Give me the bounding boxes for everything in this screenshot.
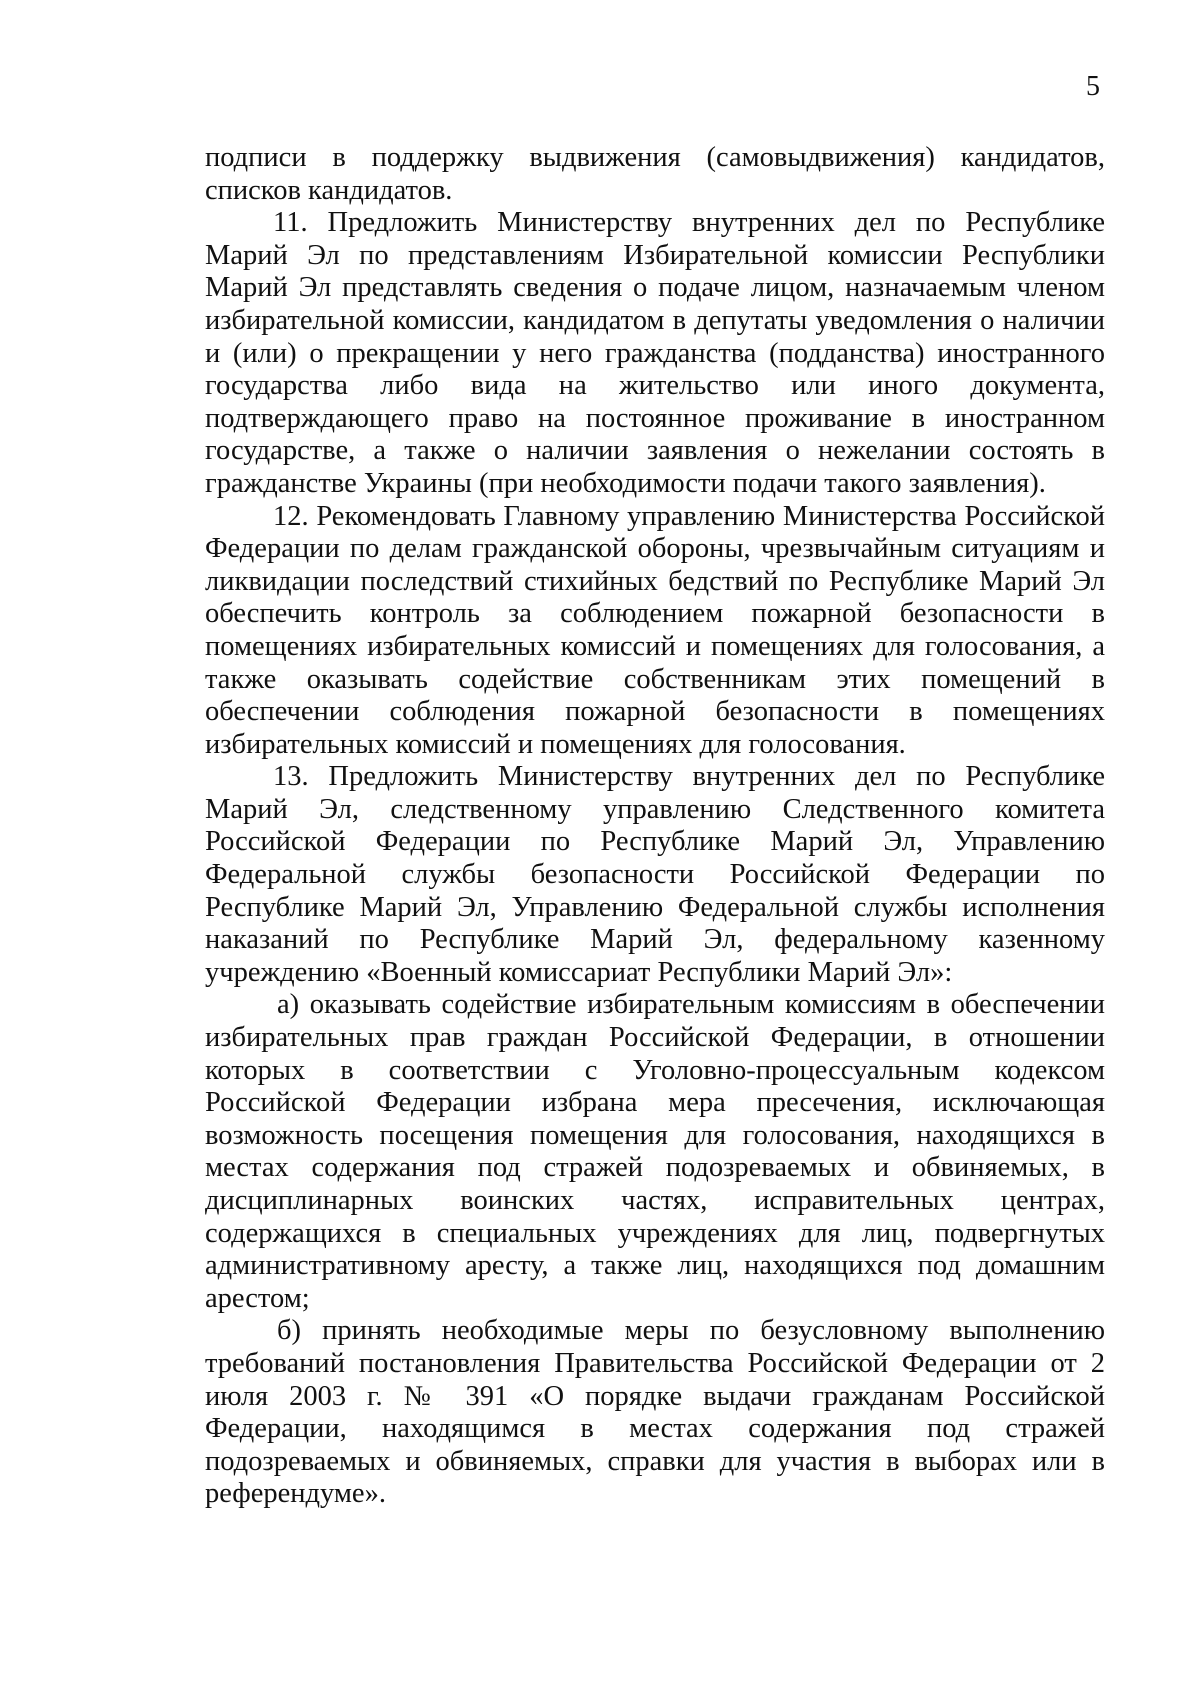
subparagraph-b: б) принять необходимые меры по безусловному выполнению требований постановления Правительства Российской Федерации от 2 июля 2003 г. № 391 «О порядке выдачи гражданам Российской Федерации, находящимся в местах содержания под стражей подозреваемых и обвиняемых, справки для участия в выборах или в референдуме». <box>205 1315 1105 1510</box>
paragraph-item-12: 12. Рекомендовать Главному управлению Министерства Российской Федерации по делам гражданской обороны, чрезвычайным ситуациям и ликвидации последствий стихийных бедствий по Республике Марий Эл обеспечить контроль за соблюдением пожарной безопасности в помещениях избирательных комиссий и помещениях для голосования, а также оказывать содействие собственникам этих помещений в обеспечении соблюдения пожарной безопасности в помещениях избирательных комиссий и помещениях для голосования. <box>205 500 1105 760</box>
paragraph-continuation: подписи в поддержку выдвижения (самовыдвижения) кандидатов, списков кандидатов. <box>205 142 1105 206</box>
page-number: 5 <box>1086 71 1100 102</box>
paragraph-item-11: 11. Предложить Министерству внутренних дел по Республике Марий Эл по представлениям Избирательной комиссии Республики Марий Эл представлять сведения о подаче лицом, назначаемым членом избирательной комиссии, кандидатом в депутаты уведомления о наличии и (или) о прекращении у него гражданства (подданства) иностранного государства либо вида на жительство или иного документа, подтверждающего право на постоянное проживание в иностранном государстве, а также о наличии заявления о нежелании состоять в гражданстве Украины (при необходимости подачи такого заявления). <box>205 207 1105 499</box>
subparagraph-a: а) оказывать содействие избирательным комиссиям в обеспечении избирательных прав граждан Российской Федерации, в отношении которых в соответствии с Уголовно-процессуальным кодексом Российской Федерации избрана мера пресечения, исключающая возможность посещения помещения для голосования, находящихся в местах содержания под стражей подозреваемых и обвиняемых, в дисциплинарных воинских частях, исправительных центрах, содержащихся в специальных учреждениях для лиц, подвергнутых административному аресту, а также лиц, находящихся под домашним арестом; <box>205 989 1105 1314</box>
paragraph-item-13: 13. Предложить Министерству внутренних дел по Республике Марий Эл, следственному управлению Следственного комитета Российской Федерации по Республике Марий Эл, Управлению Федеральной службы безопасности Российской Федерации по Республике Марий Эл, Управлению Федеральной службы исполнения наказаний по Республике Марий Эл, федеральному казенному учреждению «Военный комиссариат Республики Марий Эл»: <box>205 761 1105 988</box>
document-body <box>205 142 1105 1511</box>
